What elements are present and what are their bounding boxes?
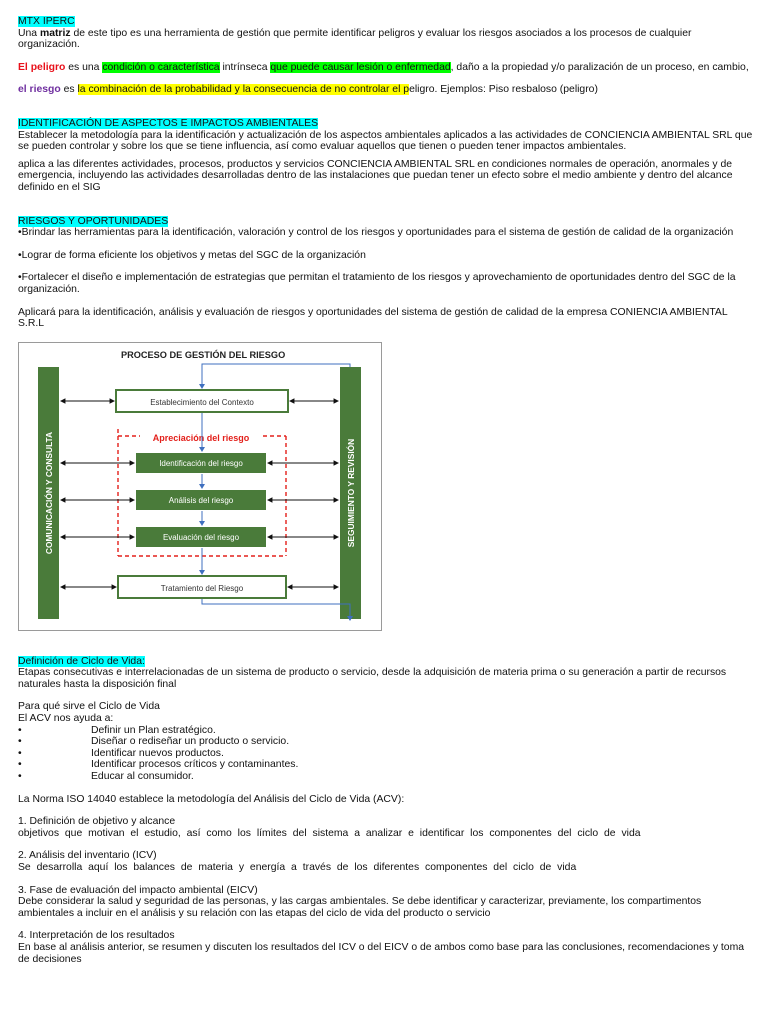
riesgos-title: RIESGOS Y OPORTUNIDADES <box>18 215 169 227</box>
peligro-definition: El peligro es una condición o característica intrínseca que puede causar lesión o enfermedad, daño a la propiedad y/o paralización de un proceso, en cambio, <box>18 61 749 73</box>
norma-paragraph: La Norma ISO 14040 establece la metodología del Análisis del Ciclo de Vida (ACV): <box>18 793 405 805</box>
aspectos-paragraph-2: aplica a las diferentes actividades, procesos, productos y servicios CONCIENCIA AMBIENTAL SRL en condiciones normales de operación, anormales y de emergencia, incluyendo las actividades desarrolladas dentro de las instalaciones que puedan tener un efecto sobre el medio ambiente y dentro del alcance definido en el SIG <box>18 158 733 193</box>
evaluacion-label: Evaluación del riesgo <box>162 533 240 542</box>
aspectos-paragraph-1: Establecer la metodología para la identificación y actualización de los aspectos ambientales aplicados a las actividades de CONCIENCIA AMBIENTAL SRL que se pueden controlar y sobre los que se tiene influencia, así como evaluar aquellos que tienen o pueden tener impactos ambientales. <box>18 129 753 153</box>
step-1-title: 1. Definición de objetivo y alcance <box>18 816 176 828</box>
acv-intro: El ACV nos ayuda a: <box>18 713 114 725</box>
mtx-intro: Una matriz de este tipo es una herramienta de gestión que permite identificar peligros y evaluar los riesgos asociados a los procesos de cualquier organización. <box>18 27 692 51</box>
step-1-body: objetivos que motivan el estudio, así como los límites del sistema a analizar e identificar los componentes del ciclo de vida <box>18 827 641 839</box>
aspectos-title: IDENTIFICACIÓN DE ASPECTOS E IMPACTOS AMBIENTALES <box>18 117 319 129</box>
acv-list <box>18 725 753 783</box>
list-item: • Identificar procesos críticos y contaminantes. <box>18 759 299 771</box>
list-item: • Identificar nuevos productos. <box>18 747 224 759</box>
right-bar-label: SEGUIMIENTO Y REVISIÓN <box>346 438 356 548</box>
diagram-title: PROCESO DE GESTIÓN DEL RIESGO <box>121 350 286 360</box>
ciclo-question: Para qué sirve el Ciclo de Vida <box>18 701 160 713</box>
step-3-title: 3. Fase de evaluación del impacto ambiental (EICV) <box>18 884 258 896</box>
step-4-title: 4. Interpretación de los resultados <box>18 930 175 942</box>
step-4-body: En base al análisis anterior, se resumen y discuten los resultados del ICV o del EICV o de ambos como base para las conclusiones, recomendaciones y toma de decisiones <box>18 941 744 965</box>
riesgos-paragraph: Aplicará para la identificación, análisis y evaluación de riesgos y oportunidades del sistema de gestión de calidad de la empresa CONIENCIA AMBIENTAL S.R.L <box>18 306 728 330</box>
contexto-label: Establecimiento del Contexto <box>150 398 254 407</box>
apreciacion-label: Apreciación del riesgo <box>152 433 250 443</box>
riesgos-bullet-1: •Brindar las herramientas para la identificación, valoración y control de los riesgos y oportunidades para el sistema de gestión de calidad de la organización <box>18 227 734 239</box>
riesgos-bullet-2: •Lograr de forma eficiente los objetivos y metas del SGC de la organización <box>18 249 366 261</box>
ciclo-definition: Etapas consecutivas e interrelacionadas de un sistema de producto o servicio, desde la adquisición de materia prima o su generación a partir de recursos naturales hasta la disposición final <box>18 667 727 690</box>
tratamiento-label: Tratamiento del Riesgo <box>160 584 244 593</box>
riesgo-definition: el riesgo es la combinación de la probabilidad y la consecuencia de no controlar el peligro. Ejemplos: Piso resbaloso (peligro) <box>18 84 598 96</box>
step-2-body: Se desarrolla aquí los balances de materia y energía a través de los diferentes componentes del ciclo de vida <box>18 862 577 873</box>
list-item: • Educar al consumidor. <box>18 771 194 783</box>
step-3-body: Debe considerar la salud y seguridad de las personas, y las cargas ambientales. Se debe identificar y caracterizar, previamente, los compartimentos ambientales a incluir en el análisis y su relación con las etapas del ciclo de vida del producto o servicio <box>18 896 702 919</box>
step-2-title: 2. Análisis del inventario (ICV) <box>18 850 157 862</box>
left-bar-label: COMUNICACIÓN Y CONSULTA <box>44 431 54 555</box>
ciclo-title: Definición de Ciclo de Vida: <box>18 655 145 667</box>
mtx-title: MTX IPERC <box>18 16 75 27</box>
list-item: • Definir un Plan estratégico. <box>18 724 216 736</box>
document-page <box>18 16 753 965</box>
risk-management-diagram <box>18 342 383 631</box>
identificacion-label: Identificación del riesgo <box>159 459 243 468</box>
list-item: • Diseñar o rediseñar un producto o servicio. <box>18 736 290 748</box>
riesgos-bullet-3: •Fortalecer el diseño e implementación de estrategias que permitan el tratamiento de los riesgos y aprovechamiento de oportunidades dentro del SGC de la organización. <box>18 272 736 295</box>
analisis-label: Análisis del riesgo <box>168 496 234 505</box>
